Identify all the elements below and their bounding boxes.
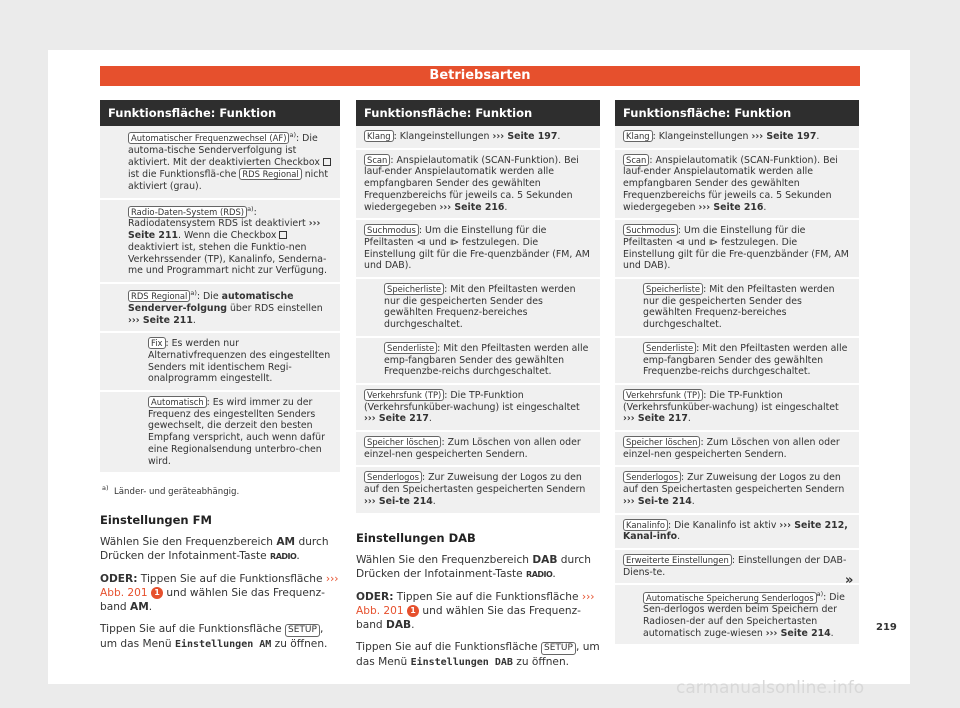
watermark: carmanualsonline.info <box>676 678 865 698</box>
table-row: Automatisch : Es wird immer zu der Frequenz des eingestellten Senders gewechselt, die derzeit den besten Empfang verspricht, auch wenn dafür eine Regionalsendung unterbro-chen wird. <box>100 392 340 474</box>
table-row: Senderlogos : Zur Zuweisung der Logos zu den auf den Speichertasten gespeicherten Sendern ››› Sei-te 214. <box>356 467 600 514</box>
radio-key-icon: RADIO <box>270 552 297 562</box>
table-row: Verkehrsfunk (TP) : Die TP-Funktion (Verkehrsfunküber-wachung) ist eingeschaltet ››› Seite 217. <box>615 385 859 432</box>
paragraph: Wählen Sie den Frequenzbereich AM durch Drücken der Infotainment-Taste RADIO. <box>100 536 329 563</box>
advanced-settings-button[interactable]: Erweiterte Einstellungen <box>623 554 732 566</box>
senderliste-button[interactable]: Senderliste <box>643 342 696 354</box>
automatic-button[interactable]: Automatisch <box>148 396 207 408</box>
callout-number-icon: 1 <box>151 587 163 599</box>
radio-key-icon: RADIO <box>526 569 553 579</box>
rds-button[interactable]: Radio-Daten-System (RDS) <box>128 206 247 218</box>
scan-button[interactable]: Scan <box>623 154 649 166</box>
footnote: $^{a)}$ Länder- und geräteabhängig. <box>102 484 240 498</box>
paragraph: ODER: Tippen Sie auf die Funktionsfläche ››› Abb. 201 1 und wählen Sie das Frequenz-band AM. <box>100 573 339 614</box>
af-button[interactable]: Automatischer Frequenzwechsel (AF) <box>128 132 289 144</box>
klang-button[interactable]: Klang <box>623 130 653 142</box>
column-3 <box>615 100 859 646</box>
section-title: Einstellungen DAB <box>356 530 476 545</box>
paragraph: Tippen Sie auf die Funktionsfläche SETUP , um das Menü Einstellungen DAB zu öffnen. <box>356 640 600 668</box>
rds-regional-button[interactable]: RDS Regional <box>128 290 190 302</box>
table-row: Suchmodus : Um die Einstellung für die Pfeiltasten ⧏ und ⧐ festzulegen. Die Einstellung gilt für die Fre-quenzbänder (FM, AM und DAB). <box>615 220 859 279</box>
rds-regional-button[interactable]: RDS Regional <box>239 168 301 180</box>
speicherliste-button[interactable]: Speicherliste <box>384 283 444 295</box>
callout-number-icon: 1 <box>407 605 419 617</box>
table-row: Klang : Klangeinstellungen ››› Seite 197. <box>356 126 600 150</box>
table-header: Funktionsfläche: Funktion <box>100 100 340 126</box>
checkbox-icon <box>279 231 287 239</box>
table-row: Senderliste : Mit den Pfeiltasten werden alle emp-fangbaren Sender des gewählten Frequenzbe-reichs durchgeschaltet. <box>615 338 859 385</box>
delete-memory-button[interactable]: Speicher löschen <box>364 436 441 448</box>
column-2 <box>356 100 600 670</box>
table-row: Senderliste : Mit den Pfeiltasten werden alle emp-fangbaren Sender des gewählten Frequenzbe-reichs durchgeschaltet. <box>356 338 600 385</box>
suchmodus-button[interactable]: Suchmodus <box>623 224 678 236</box>
section-header: Betriebsarten <box>100 66 860 86</box>
tp-button[interactable]: Verkehrsfunk (TP) <box>364 389 444 401</box>
senderliste-button[interactable]: Senderliste <box>384 342 437 354</box>
table-row: Klang : Klangeinstellungen ››› Seite 197. <box>615 126 859 150</box>
checkbox-icon <box>323 158 331 166</box>
table-header: Funktionsfläche: Funktion <box>615 100 859 126</box>
kanalinfo-button[interactable]: Kanalinfo <box>623 519 668 531</box>
senderlogos-button[interactable]: Senderlogos <box>364 471 422 483</box>
table-row: Radio-Daten-System (RDS) $^{a)}$: Radiodatensystem RDS ist deaktiviert ››› Seite 211. Wenn die Checkbox deaktiviert ist, stehen die Funktio-nen Verkehrssender (TP), Kanalinfo, Senderna-me und Programmart nicht zur Verfügung. <box>100 200 340 284</box>
page-number: 219 <box>876 622 897 633</box>
tp-button[interactable]: Verkehrsfunk (TP) <box>623 389 703 401</box>
table-row: Verkehrsfunk (TP) : Die TP-Funktion (Verkehrsfunküber-wachung) ist eingeschaltet ››› Seite 217. <box>356 385 600 432</box>
table-row: Speicherliste : Mit den Pfeiltasten werden nur die gespeicherten Sender des gewählten Frequenz-bereiches durchgeschaltet. <box>615 279 859 338</box>
table-row: Scan : Anspielautomatik (SCAN-Funktion). Bei lauf-ender Anspielautomatik werden alle empfangbaren Sender des gewählten Frequenzbereichs für jeweils ca. 5 Sekunden wiedergegeben ››› Seite 216. <box>615 150 859 221</box>
table-row: Kanalinfo : Die Kanalinfo ist aktiv ››› Seite 212, Kanal-info. <box>615 515 859 550</box>
klang-button[interactable]: Klang <box>364 130 394 142</box>
section-title: Einstellungen FM <box>100 513 212 528</box>
paragraph: ODER: Tippen Sie auf die Funktionsfläche ››› Abb. 201 1 und wählen Sie das Frequenz-band DAB. <box>356 590 595 631</box>
table-row: Scan : Anspielautomatik (SCAN-Funktion). Bei lauf-ender Anspielautomatik werden alle empfangbaren Sender des gewählten Frequenzbereichs für jeweils ca. 5 Sekunden wiedergegeben ››› Seite 216. <box>356 150 600 221</box>
table-row: Speicher löschen : Zum Löschen von allen oder einzel-nen gespeicherten Sendern. <box>615 432 859 467</box>
scan-button[interactable]: Scan <box>364 154 390 166</box>
paragraph: Tippen Sie auf die Funktionsfläche SETUP , um das Menü Einstellungen AM zu öffnen. <box>100 623 328 651</box>
setup-button[interactable]: SETUP <box>541 642 576 655</box>
fix-button[interactable]: Fix <box>148 337 166 349</box>
continue-mark: » <box>845 573 854 588</box>
table-row: Automatischer Frequenzwechsel (AF) $^{a)}$: Die automa-tische Senderverfolgung ist aktiviert. Mit der deaktivierten Checkbox ist die Funktionsflä-che RDS Regional nicht aktiviert (grau). <box>100 126 340 200</box>
table-row: Speicherliste : Mit den Pfeiltasten werden nur die gespeicherten Sender des gewählten Frequenz-bereiches durchgeschaltet. <box>356 279 600 338</box>
column-1 <box>100 100 340 652</box>
table-row: Erweiterte Einstellungen : Einstellungen der DAB-Diens-te. <box>615 550 859 585</box>
paragraph: Wählen Sie den Frequenzbereich DAB durch Drücken der Infotainment-Taste RADIO. <box>356 553 591 580</box>
table-row: Senderlogos : Zur Zuweisung der Logos zu den auf den Speichertasten gespeicherten Sendern ››› Sei-te 214. <box>615 467 859 514</box>
table-row: Fix : Es werden nur Alternativfrequenzen des eingestellten Senders mit identischem Regi-onalprogramm eingestellt. <box>100 333 340 392</box>
auto-logo-save-button[interactable]: Automatische Speicherung Senderlogos <box>643 592 817 604</box>
table-row: RDS Regional $^{a)}$: Die automatische Senderver-folgung über RDS einstellen ››› Seite 211. <box>100 284 340 333</box>
suchmodus-button[interactable]: Suchmodus <box>364 224 419 236</box>
setup-button[interactable]: SETUP <box>285 624 320 637</box>
table-row: Automatische Speicherung Senderlogos $^{a)}$: Die Sen-derlogos werden beim Speichern der Radiosen-der auf den Speichertasten automatisch zuge-wiesen ››› Seite 214. <box>615 585 859 646</box>
delete-memory-button[interactable]: Speicher löschen <box>623 436 700 448</box>
senderlogos-button[interactable]: Senderlogos <box>623 471 681 483</box>
speicherliste-button[interactable]: Speicherliste <box>643 283 703 295</box>
table-header: Funktionsfläche: Funktion <box>356 100 600 126</box>
table-row: Suchmodus : Um die Einstellung für die Pfeiltasten ⧏ und ⧐ festzulegen. Die Einstellung gilt für die Fre-quenzbänder (FM, AM und DAB). <box>356 220 600 279</box>
table-row: Speicher löschen : Zum Löschen von allen oder einzel-nen gespeicherten Sendern. <box>356 432 600 467</box>
